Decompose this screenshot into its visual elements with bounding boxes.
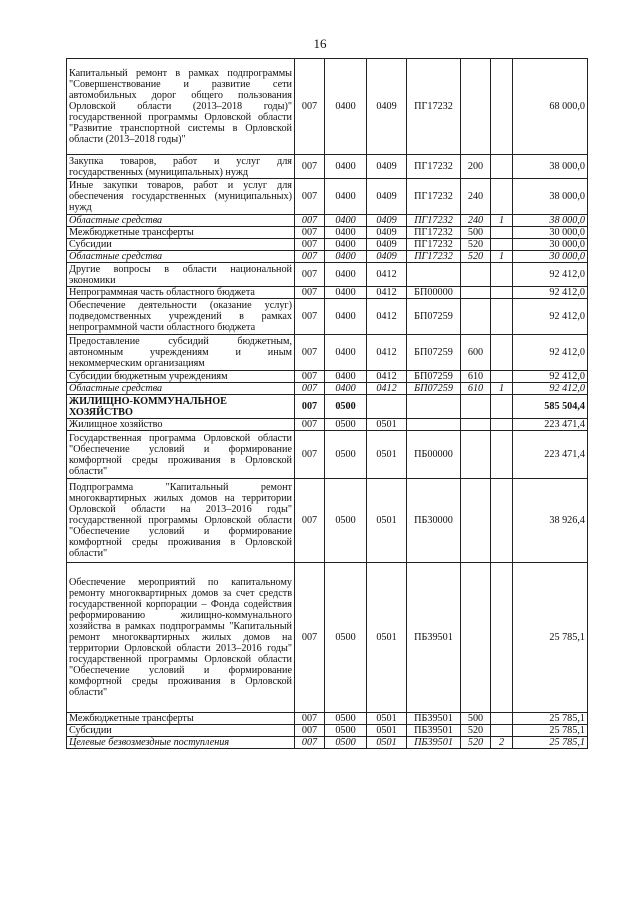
row-funding-source-code	[491, 155, 513, 179]
row-amount: 92 412,0	[513, 335, 588, 371]
row-section-code: 0400	[325, 299, 367, 335]
row-section-code: 0400	[325, 227, 367, 239]
row-subsection-code: 0412	[367, 383, 407, 395]
row-name: Субсидии	[67, 239, 295, 251]
row-amount: 38 000,0	[513, 215, 588, 227]
row-name: Государственная программа Орловской области "Обеспечение условий и формирование комфортной среды проживания в Орловской области"	[67, 431, 295, 479]
row-funding-source-code	[491, 179, 513, 215]
budget-table-body	[67, 59, 588, 749]
row-target-article-code: ПГ17232	[407, 179, 461, 215]
row-subsection-code: 0501	[367, 713, 407, 725]
row-section-code: 0400	[325, 287, 367, 299]
row-target-article-code	[407, 395, 461, 419]
row-grbs-code: 007	[295, 215, 325, 227]
row-name: Другие вопросы в области национальной экономики	[67, 263, 295, 287]
row-amount: 585 504,4	[513, 395, 588, 419]
row-funding-source-code	[491, 263, 513, 287]
row-target-article-code: БП07259	[407, 383, 461, 395]
table-row	[67, 179, 588, 215]
row-subsection-code: 0501	[367, 725, 407, 737]
row-section-code: 0400	[325, 59, 367, 155]
row-target-article-code: ПБ30000	[407, 479, 461, 563]
row-grbs-code: 007	[295, 179, 325, 215]
row-expense-type-code	[461, 263, 491, 287]
row-target-article-code: ПГ17232	[407, 215, 461, 227]
row-expense-type-code	[461, 563, 491, 713]
row-section-code: 0400	[325, 215, 367, 227]
row-target-article-code: ПБ39501	[407, 713, 461, 725]
row-funding-source-code	[491, 713, 513, 725]
row-amount: 92 412,0	[513, 263, 588, 287]
row-subsection-code: 0409	[367, 239, 407, 251]
row-grbs-code: 007	[295, 155, 325, 179]
row-subsection-code: 0501	[367, 419, 407, 431]
row-amount: 25 785,1	[513, 713, 588, 725]
row-target-article-code: БП07259	[407, 335, 461, 371]
row-expense-type-code: 500	[461, 713, 491, 725]
row-target-article-code: ПГ17232	[407, 59, 461, 155]
row-expense-type-code: 600	[461, 335, 491, 371]
row-grbs-code: 007	[295, 563, 325, 713]
row-target-article-code: БП00000	[407, 287, 461, 299]
table-row	[67, 713, 588, 725]
row-grbs-code: 007	[295, 227, 325, 239]
row-grbs-code: 007	[295, 479, 325, 563]
row-subsection-code: 0412	[367, 371, 407, 383]
row-funding-source-code: 1	[491, 251, 513, 263]
row-grbs-code: 007	[295, 725, 325, 737]
row-funding-source-code	[491, 59, 513, 155]
row-target-article-code	[407, 419, 461, 431]
row-target-article-code: БП07259	[407, 371, 461, 383]
row-grbs-code: 007	[295, 371, 325, 383]
table-row	[67, 563, 588, 713]
table-row	[67, 299, 588, 335]
row-target-article-code: ПБ39501	[407, 737, 461, 749]
row-section-code: 0500	[325, 479, 367, 563]
table-row	[67, 725, 588, 737]
row-target-article-code: ПГ17232	[407, 239, 461, 251]
row-subsection-code: 0409	[367, 59, 407, 155]
table-row	[67, 263, 588, 287]
row-section-code: 0500	[325, 431, 367, 479]
row-amount: 25 785,1	[513, 725, 588, 737]
row-funding-source-code: 1	[491, 215, 513, 227]
table-row	[67, 155, 588, 179]
row-funding-source-code	[491, 239, 513, 251]
row-expense-type-code: 610	[461, 383, 491, 395]
row-section-code: 0400	[325, 335, 367, 371]
row-funding-source-code	[491, 371, 513, 383]
row-amount: 25 785,1	[513, 563, 588, 713]
row-target-article-code: ПБ39501	[407, 725, 461, 737]
row-amount: 30 000,0	[513, 251, 588, 263]
row-section-code: 0400	[325, 251, 367, 263]
row-funding-source-code	[491, 725, 513, 737]
row-funding-source-code	[491, 395, 513, 419]
row-subsection-code: 0409	[367, 227, 407, 239]
row-subsection-code	[367, 395, 407, 419]
table-row	[67, 431, 588, 479]
row-section-code: 0400	[325, 371, 367, 383]
row-expense-type-code: 500	[461, 227, 491, 239]
row-subsection-code: 0412	[367, 335, 407, 371]
row-grbs-code: 007	[295, 395, 325, 419]
row-expense-type-code: 520	[461, 251, 491, 263]
row-expense-type-code: 240	[461, 179, 491, 215]
row-funding-source-code	[491, 563, 513, 713]
table-row	[67, 59, 588, 155]
table-row	[67, 215, 588, 227]
row-subsection-code: 0412	[367, 299, 407, 335]
row-expense-type-code	[461, 419, 491, 431]
row-grbs-code: 007	[295, 713, 325, 725]
row-amount: 30 000,0	[513, 227, 588, 239]
row-section-code: 0500	[325, 725, 367, 737]
row-target-article-code: ПГ17232	[407, 251, 461, 263]
row-funding-source-code: 1	[491, 383, 513, 395]
page-number: 16	[313, 36, 327, 51]
row-section-code: 0500	[325, 713, 367, 725]
row-name: Подпрограмма "Капитальный ремонт многоквартирных жилых домов на территории Орловской области на 2013–2016 годы" государственной программы Орловской области "Обеспечение условий и формирование комфортной среды проживания в Орловской области"	[67, 479, 295, 563]
row-section-code: 0500	[325, 395, 367, 419]
row-expense-type-code	[461, 479, 491, 563]
row-grbs-code: 007	[295, 287, 325, 299]
row-expense-type-code	[461, 431, 491, 479]
row-grbs-code: 007	[295, 59, 325, 155]
row-name: Целевые безвозмездные поступления	[67, 737, 295, 749]
row-name: Закупка товаров, работ и услуг для государственных (муниципальных) нужд	[67, 155, 295, 179]
row-section-code: 0400	[325, 155, 367, 179]
table-row	[67, 737, 588, 749]
row-section-code: 0400	[325, 179, 367, 215]
row-amount: 25 785,1	[513, 737, 588, 749]
row-amount: 92 412,0	[513, 383, 588, 395]
row-name: Областные средства	[67, 215, 295, 227]
row-funding-source-code	[491, 431, 513, 479]
row-name: Межбюджетные трансферты	[67, 713, 295, 725]
table-row	[67, 335, 588, 371]
row-expense-type-code	[461, 299, 491, 335]
row-subsection-code: 0501	[367, 431, 407, 479]
row-funding-source-code: 2	[491, 737, 513, 749]
row-grbs-code: 007	[295, 737, 325, 749]
row-grbs-code: 007	[295, 335, 325, 371]
row-subsection-code: 0501	[367, 563, 407, 713]
row-name: ЖИЛИЩНО-КОММУНАЛЬНОЕ ХОЗЯЙСТВО	[67, 395, 295, 419]
row-name: Обеспечение мероприятий по капитальному ремонту многоквартирных домов за счет средств государственной корпорации – Фонда содействия реформированию жилищно-коммунального хозяйства в рамках подпрограммы "Капитальный ремонт многоквартирных жилых домов на территории Орловской области 2013–2016 годы" государственной программы Орловской области "Обеспечение условий и формирование комфортной среды проживания в Орловской области"	[67, 563, 295, 713]
row-expense-type-code: 520	[461, 725, 491, 737]
row-expense-type-code	[461, 395, 491, 419]
row-section-code: 0400	[325, 383, 367, 395]
row-amount: 38 926,4	[513, 479, 588, 563]
row-subsection-code: 0412	[367, 263, 407, 287]
row-expense-type-code: 520	[461, 737, 491, 749]
row-name: Иные закупки товаров, работ и услуг для обеспечения государственных (муниципальных) нужд	[67, 179, 295, 215]
row-expense-type-code	[461, 287, 491, 299]
table-row	[67, 479, 588, 563]
row-grbs-code: 007	[295, 299, 325, 335]
row-amount: 92 412,0	[513, 299, 588, 335]
row-subsection-code: 0409	[367, 155, 407, 179]
row-target-article-code: ПГ17232	[407, 155, 461, 179]
row-amount: 30 000,0	[513, 239, 588, 251]
row-section-code: 0400	[325, 239, 367, 251]
row-subsection-code: 0412	[367, 287, 407, 299]
row-amount: 38 000,0	[513, 179, 588, 215]
row-name: Областные средства	[67, 383, 295, 395]
row-funding-source-code	[491, 227, 513, 239]
row-name: Предоставление субсидий бюджетным, автономным учреждениям и иным некоммерческим организациям	[67, 335, 295, 371]
row-expense-type-code	[461, 59, 491, 155]
table-row	[67, 287, 588, 299]
table-row	[67, 419, 588, 431]
row-funding-source-code	[491, 335, 513, 371]
row-name: Областные средства	[67, 251, 295, 263]
row-subsection-code: 0409	[367, 215, 407, 227]
row-amount: 38 000,0	[513, 155, 588, 179]
row-section-code: 0500	[325, 737, 367, 749]
row-funding-source-code	[491, 479, 513, 563]
row-grbs-code: 007	[295, 251, 325, 263]
table-row	[67, 383, 588, 395]
row-target-article-code: ПБ00000	[407, 431, 461, 479]
row-name: Непрограммная часть областного бюджета	[67, 287, 295, 299]
row-funding-source-code	[491, 299, 513, 335]
row-name: Межбюджетные трансферты	[67, 227, 295, 239]
row-amount: 92 412,0	[513, 287, 588, 299]
row-grbs-code: 007	[295, 383, 325, 395]
row-subsection-code: 0501	[367, 479, 407, 563]
row-funding-source-code	[491, 287, 513, 299]
row-section-code: 0500	[325, 419, 367, 431]
row-expense-type-code: 240	[461, 215, 491, 227]
row-target-article-code: БП07259	[407, 299, 461, 335]
row-subsection-code: 0409	[367, 179, 407, 215]
table-row	[67, 371, 588, 383]
budget-table	[66, 58, 588, 749]
row-grbs-code: 007	[295, 431, 325, 479]
row-name: Субсидии бюджетным учреждениям	[67, 371, 295, 383]
row-funding-source-code	[491, 419, 513, 431]
row-grbs-code: 007	[295, 263, 325, 287]
row-expense-type-code: 200	[461, 155, 491, 179]
row-amount: 223 471,4	[513, 431, 588, 479]
row-amount: 68 000,0	[513, 59, 588, 155]
table-row	[67, 239, 588, 251]
table-row	[67, 251, 588, 263]
row-expense-type-code: 520	[461, 239, 491, 251]
row-target-article-code: ПБ39501	[407, 563, 461, 713]
table-row	[67, 395, 588, 419]
row-name: Субсидии	[67, 725, 295, 737]
row-target-article-code	[407, 263, 461, 287]
row-grbs-code: 007	[295, 419, 325, 431]
table-row	[67, 227, 588, 239]
row-name: Жилищное хозяйство	[67, 419, 295, 431]
row-target-article-code: ПГ17232	[407, 227, 461, 239]
row-grbs-code: 007	[295, 239, 325, 251]
row-name: Капитальный ремонт в рамках подпрограммы "Совершенствование и развитие сети автомобильных дорог общего пользования Орловской области (2013–2018 годы)" государственной программы Орловской области "Развитие транспортной системы в Орловской области (2013–2018 годы)"	[67, 59, 295, 155]
row-amount: 92 412,0	[513, 371, 588, 383]
row-amount: 223 471,4	[513, 419, 588, 431]
row-section-code: 0400	[325, 263, 367, 287]
row-section-code: 0500	[325, 563, 367, 713]
row-subsection-code: 0409	[367, 251, 407, 263]
row-subsection-code: 0501	[367, 737, 407, 749]
row-name: Обеспечение деятельности (оказание услуг) подведомственных учреждений в рамках непрограммной части областного бюджета	[67, 299, 295, 335]
row-expense-type-code: 610	[461, 371, 491, 383]
